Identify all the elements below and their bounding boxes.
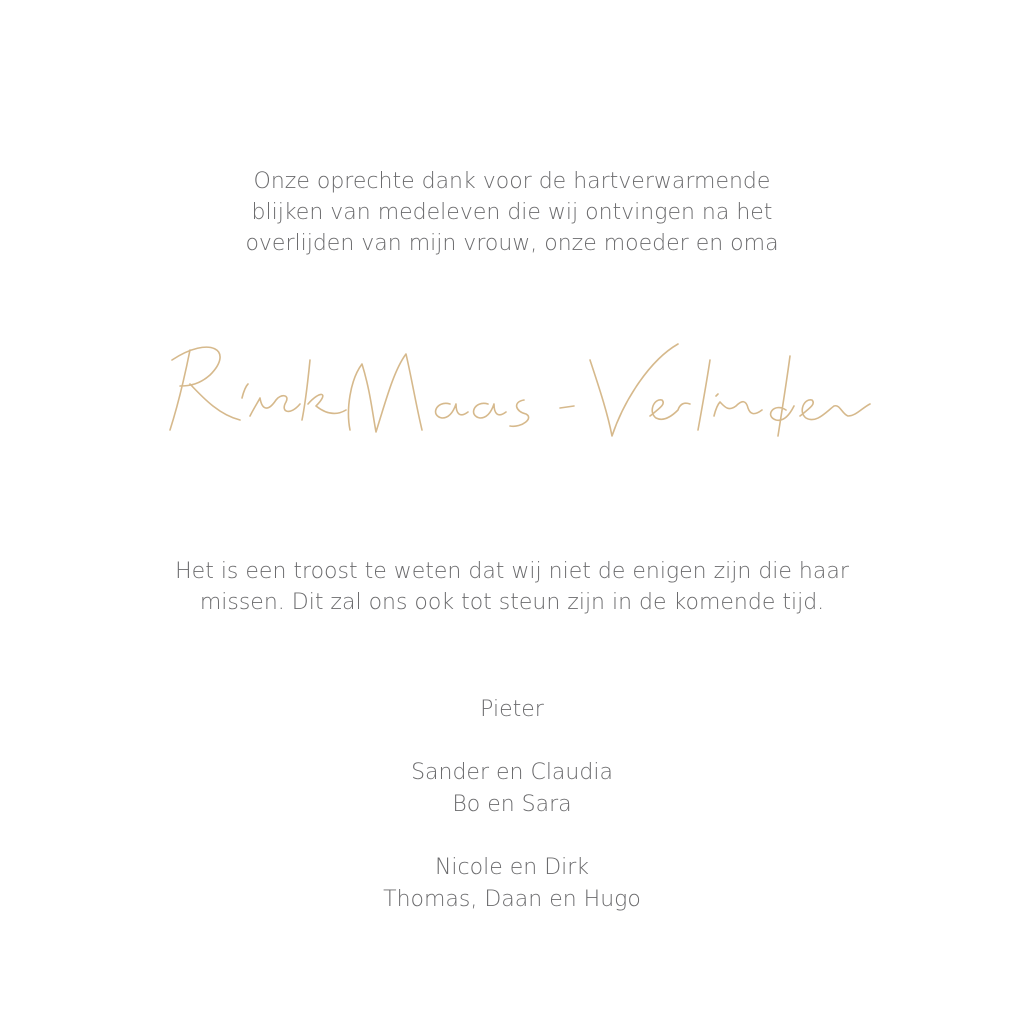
message-text	[0, 556, 1024, 618]
intro-line: overlijden van mijn vrouw, onze moeder en oma	[245, 231, 779, 256]
deceased-name-script	[150, 320, 874, 460]
family-signatures	[0, 694, 1024, 916]
family-member: Bo en Sara	[452, 792, 572, 817]
message-line: missen. Dit zal ons ook tot steun zijn in de komende tijd.	[199, 590, 825, 615]
deceased-name-svg	[150, 320, 874, 460]
intro-text	[0, 166, 1024, 259]
family-member: Nicole en Dirk	[434, 855, 590, 880]
spacer	[0, 726, 1024, 757]
intro-line: Onze oprechte dank voor de hartverwarmende	[253, 169, 771, 194]
family-member: Sander en Claudia	[411, 760, 613, 785]
family-member: Pieter	[480, 697, 544, 722]
intro-line: blijken van medeleven die wij ontvingen na het	[251, 200, 773, 225]
signature-flourish	[170, 344, 870, 436]
spacer	[0, 821, 1024, 852]
message-line: Het is een troost te weten dat wij niet de enigen zijn die haar	[175, 559, 849, 584]
family-member: Thomas, Daan en Hugo	[383, 887, 641, 912]
deceased-name-text: Riek Maas - Verlinden	[506, 448, 518, 449]
